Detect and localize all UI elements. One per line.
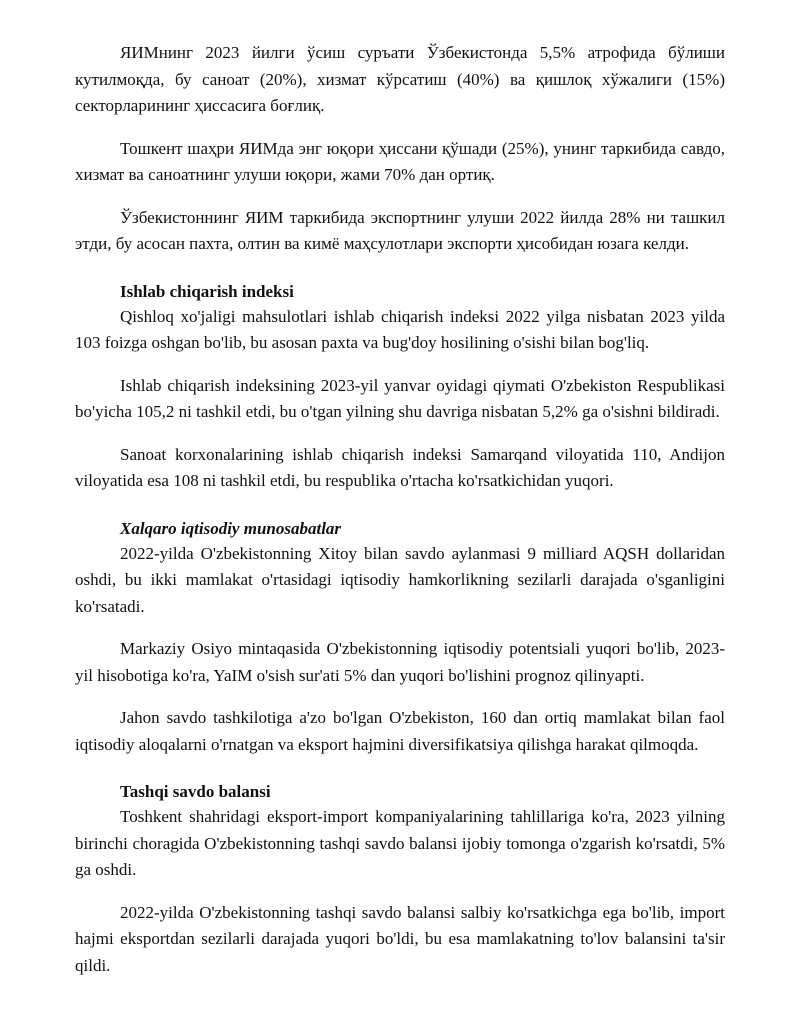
document-page — [75, 40, 725, 979]
intro-paragraph-export-share: Ўзбекистоннинг ЯИМ таркибида экспортнинг улуши 2022 йилда 28% ни ташкил этди, бу асосан пахта, олтин ва кимё маҳсулотлари экспорти ҳисобидан юзага келди. — [75, 207, 725, 253]
section-paragraph: 2022-yilda O'zbekistonning tashqi savdo balansi salbiy ko'rsatkichga ega bo'lib, import hajmi eksportdan sezilarli darajada yuqori bo'ldi, bu esa mamlakatning to'lov balansini ta'sir qildi. — [75, 902, 725, 975]
section-heading: Xalqaro iqtisodiy munosabatlar — [120, 518, 342, 538]
section-production-index — [75, 280, 725, 495]
section-paragraph: Sanoat korxonalarining ishlab chiqarish indeksi Samarqand viloyatida 110, Andijon viloyatida esa 108 ni tashkil etdi, bu respublika o'rtacha ko'rsatkichidan yuqori. — [75, 444, 725, 490]
section-paragraph: 2022-yilda O'zbekistonning Xitoy bilan savdo aylanmasi 9 milliard AQSH dollaridan oshdi, bu ikki mamlakat o'rtasidagi iqtisodiy hamkorlikning sezilarli darajada o'sganligini ko'rsatadi. — [75, 543, 725, 616]
section-heading: Tashqi savdo balansi — [120, 782, 271, 801]
section-paragraph: Ishlab chiqarish indeksining 2023-yil yanvar oyidagi qiymati O'zbekiston Respublikasi bo'yicha 105,2 ni tashkil etdi, bu o'tgan yilning shu davriga nisbatan 5,2% ga o'sishni bildiradi. — [75, 375, 725, 421]
section-trade-balance — [75, 780, 725, 979]
intro-paragraph-tashkent-share: Тошкент шаҳри ЯИМда энг юқори ҳиссани қўшади (25%), унинг таркибида савдо, хизмат ва саноатнинг улуши юқори, жами 70% дан ортиқ. — [75, 138, 725, 184]
intro-paragraph-gdp-growth: ЯИМнинг 2023 йилги ўсиш суръати Ўзбекистонда 5,5% атрофида бўлиши кутилмоқда, бу саноат (20%), хизмат кўрсатиш (40%) ва қишлоқ хўжалиги (15%) секторларининг ҳиссасига боғлиқ. — [75, 43, 725, 115]
section-paragraph: Markaziy Osiyo mintaqasida O'zbekistonning iqtisodiy potentsiali yuqori bo'lib, 2023-yil hisobotiga ko'ra, YaIM o'sish sur'ati 5% dan yuqori bo'lishini prognoz qilinyapti. — [75, 639, 725, 685]
section-paragraph: Jahon savdo tashkilotiga a'zo bo'lgan O'zbekiston, 160 dan ortiq mamlakat bilan faol iqtisodiy aloqalarni o'rnatgan va eksport hajmini diversifikatsiya qilishga harakat qilmoqda. — [75, 708, 725, 754]
section-international-relations — [75, 517, 725, 759]
section-heading: Ishlab chiqarish indeksi — [120, 281, 294, 301]
section-paragraph: Qishloq xo'jaligi mahsulotlari ishlab chiqarish indeksi 2022 yilga nisbatan 2023 yilda 103 foizga oshgan bo'lib, bu asosan paxta va bug'doy hosilining o'sishi bilan bog'liq. — [75, 306, 725, 352]
section-paragraph: Toshkent shahridagi eksport-import kompaniyalarining tahlillariga ko'ra, 2023 yilning birinchi choragida O'zbekistonning tashqi savdo balansi ijobiy tomonga o'zgarish ko'rsatdi, 5% ga oshdi. — [75, 807, 725, 879]
